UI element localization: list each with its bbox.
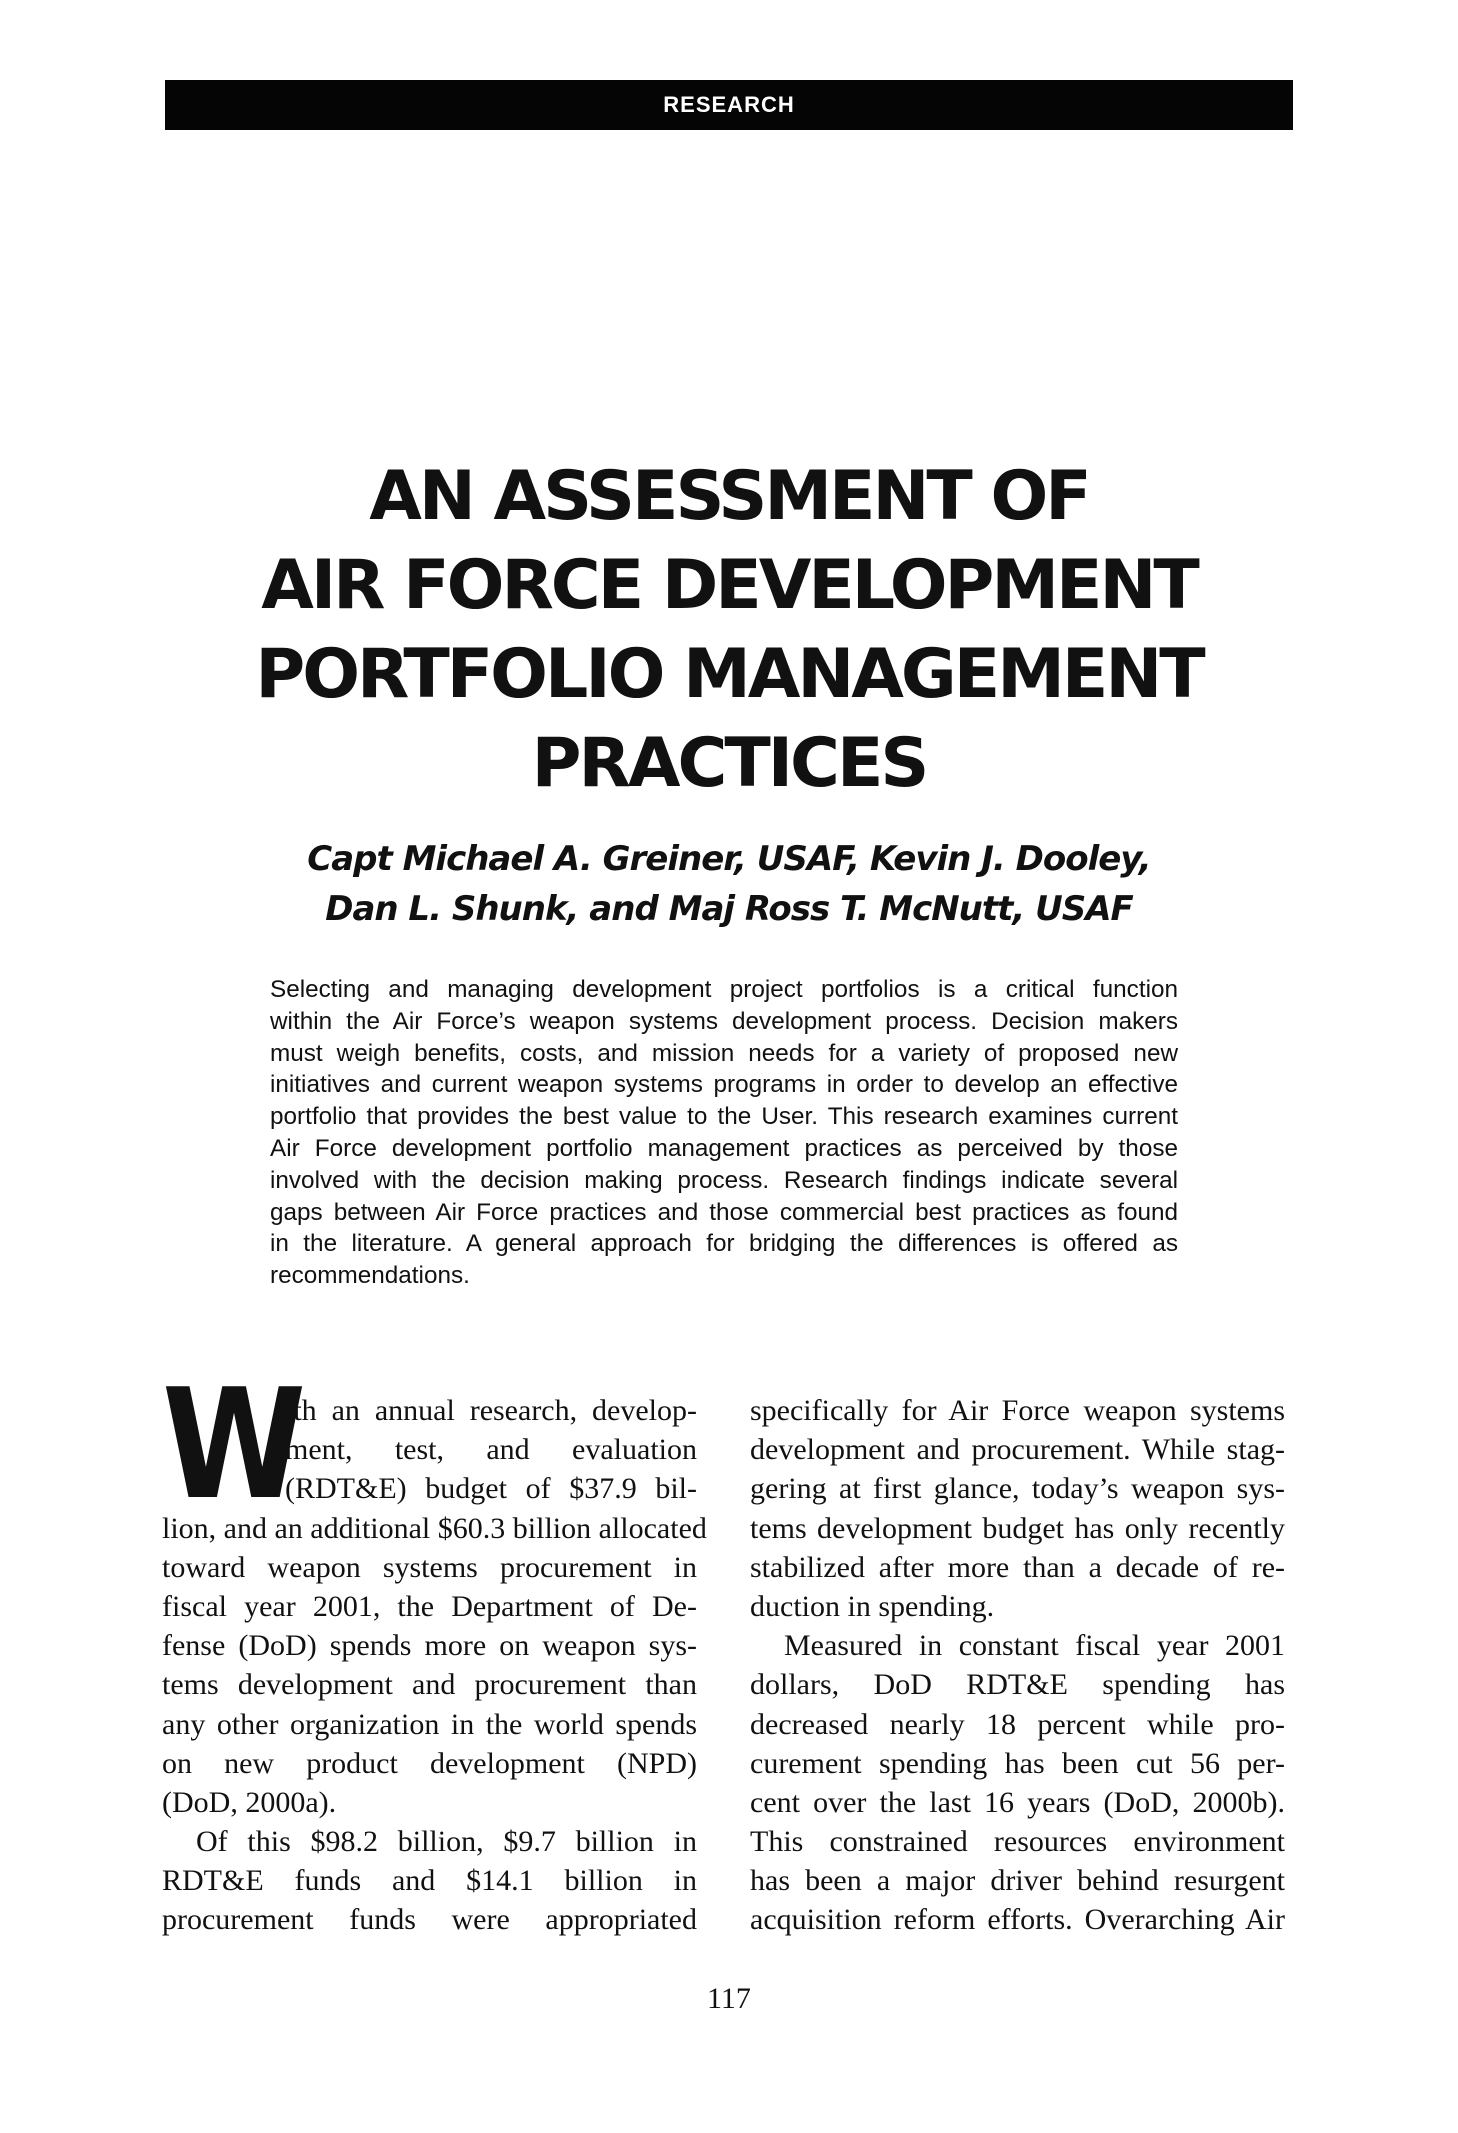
body-line: cent over the last 16 years (DoD, 2000b). (750, 1785, 1285, 1819)
page-number: 117 (707, 1982, 751, 2015)
body-line: ith an annual research, develop- (285, 1394, 697, 1427)
body-line: on new product development (NPD) (162, 1746, 697, 1780)
body-line: toward weapon systems procurement in (162, 1550, 697, 1584)
article-title (165, 452, 1293, 808)
abstract-line: Air Force development portfolio management practices as perceived by those (270, 1134, 1178, 1162)
abstract (270, 974, 1178, 1292)
body-line: gering at first glance, today’s weapon sys- (750, 1472, 1285, 1506)
abstract-line: must weigh benefits, costs, and mission needs for a variety of proposed new (270, 1039, 1178, 1067)
abstract-line: involved with the decision making process. Research findings indicate several (270, 1166, 1178, 1194)
body-line: RDT&E funds and $14.1 billion in (162, 1864, 697, 1898)
body-line: fense (DoD) spends more on weapon sys- (162, 1629, 697, 1663)
body-line: procurement funds were appropriated (162, 1903, 697, 1937)
author-byline (165, 834, 1293, 934)
abstract-line: initiatives and current weapon systems programs in order to develop an effective (270, 1071, 1178, 1099)
author-line: Dan L. Shunk, and Maj Ross T. McNutt, USAF (325, 889, 1133, 929)
body-line: specifically for Air Force weapon systems (750, 1394, 1285, 1427)
abstract-line: recommendations. (270, 1262, 470, 1290)
body-line: acquisition reform efforts. Overarching Air (750, 1903, 1285, 1937)
body-line: development and procurement. While stag- (750, 1433, 1285, 1467)
title-line: AN ASSESSMENT OF (369, 457, 1089, 536)
body-line: duction in spending. (750, 1589, 995, 1623)
body-line: Of this $98.2 billion, $9.7 billion in (196, 1825, 697, 1859)
author-line: Capt Michael A. Greiner, USAF, Kevin J. Dooley, (307, 839, 1151, 879)
body-line: any other organization in the world spends (162, 1707, 697, 1741)
title-line: PORTFOLIO MANAGEMENT (255, 635, 1203, 714)
abstract-line: portfolio that provides the best value to the User. This research examines current (270, 1103, 1178, 1131)
title-line: PRACTICES (531, 724, 927, 803)
body-line: ment, test, and evaluation (285, 1433, 697, 1467)
drop-cap: W (162, 1356, 302, 1533)
body-line: Measured in constant fiscal year 2001 (784, 1629, 1285, 1663)
body-line: curement spending has been cut 56 per- (750, 1746, 1285, 1780)
body-column-right (750, 1391, 1285, 1940)
body-line: lion, and an additional $60.3 billion allocated (162, 1511, 707, 1545)
body-line: (RDT&E) budget of $37.9 bil- (285, 1472, 697, 1506)
body-line: tems development budget has only recently (750, 1511, 1285, 1545)
title-line: AIR FORCE DEVELOPMENT (261, 546, 1197, 625)
body-line: has been a major driver behind resurgent (750, 1864, 1285, 1898)
body-line: tems development and procurement than (162, 1668, 697, 1702)
section-banner: RESEARCH (165, 80, 1293, 130)
abstract-line: within the Air Force’s weapon systems development process. Decision makers (270, 1007, 1178, 1035)
body-line: dollars, DoD RDT&E spending has (750, 1668, 1285, 1702)
abstract-line: Selecting and managing development project portfolios is a critical function (270, 976, 1178, 1003)
body-line: This constrained resources environment (750, 1825, 1285, 1859)
body-line: stabilized after more than a decade of re- (750, 1550, 1285, 1584)
body-line: fiscal year 2001, the Department of De- (162, 1589, 697, 1623)
body-line: decreased nearly 18 percent while pro- (750, 1707, 1285, 1741)
abstract-line: in the literature. A general approach for bridging the differences is offered as (270, 1230, 1178, 1258)
body-line: (DoD, 2000a). (162, 1785, 337, 1819)
body-column-left (162, 1391, 707, 1940)
abstract-line: gaps between Air Force practices and those commercial best practices as found (270, 1198, 1178, 1226)
